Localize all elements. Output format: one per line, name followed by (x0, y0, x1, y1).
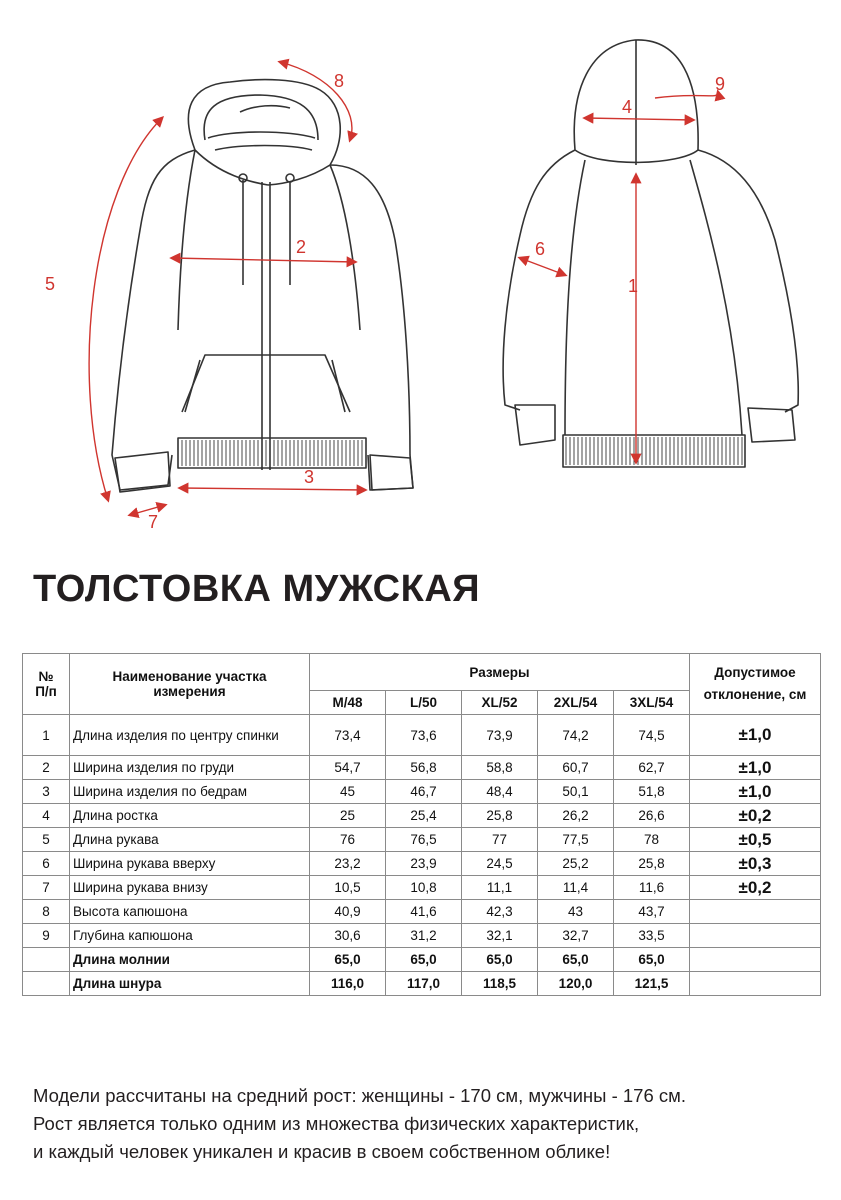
row-value: 25,8 (462, 804, 538, 828)
row-name: Ширина рукава вверху (70, 852, 310, 876)
table-row (23, 780, 821, 804)
row-tolerance (690, 900, 821, 924)
row-value: 58,8 (462, 756, 538, 780)
size-xl: XL/52 (462, 691, 538, 715)
row-value: 77,5 (538, 828, 614, 852)
row-value: 11,1 (462, 876, 538, 900)
row-value: 26,6 (614, 804, 690, 828)
row-value: 33,5 (614, 924, 690, 948)
row-value: 117,0 (386, 972, 462, 996)
row-value: 65,0 (462, 948, 538, 972)
row-value: 56,8 (386, 756, 462, 780)
marker-2: 2 (296, 237, 307, 257)
row-number (23, 948, 70, 972)
row-tolerance (690, 948, 821, 972)
row-number: 5 (23, 828, 70, 852)
row-value: 74,2 (538, 715, 614, 756)
marker-7: 7 (148, 512, 159, 532)
header-tolerance: Допустимое отклонение, см (690, 654, 821, 715)
table-row (23, 756, 821, 780)
row-name: Длина рукава (70, 828, 310, 852)
row-value: 10,5 (310, 876, 386, 900)
row-number: 9 (23, 924, 70, 948)
size-l: L/50 (386, 691, 462, 715)
waistband-ribbing (182, 437, 742, 466)
row-number: 4 (23, 804, 70, 828)
row-value: 10,8 (386, 876, 462, 900)
row-value: 121,5 (614, 972, 690, 996)
row-name: Длина молнии (70, 948, 310, 972)
table-row (23, 924, 821, 948)
measurement-numbers (45, 71, 725, 532)
row-value: 30,6 (310, 924, 386, 948)
row-number: 8 (23, 900, 70, 924)
row-value: 25,4 (386, 804, 462, 828)
row-value: 23,2 (310, 852, 386, 876)
row-value: 65,0 (310, 948, 386, 972)
row-value: 51,8 (614, 780, 690, 804)
table-row (23, 900, 821, 924)
row-tolerance: ±0,3 (690, 852, 821, 876)
marker-6: 6 (535, 239, 546, 259)
row-value: 48,4 (462, 780, 538, 804)
row-value: 42,3 (462, 900, 538, 924)
row-value: 43 (538, 900, 614, 924)
row-value: 26,2 (538, 804, 614, 828)
table-header-row (23, 654, 821, 691)
footer-note (33, 1082, 686, 1166)
row-tolerance (690, 924, 821, 948)
row-value: 73,6 (386, 715, 462, 756)
row-value: 76 (310, 828, 386, 852)
footer-line-3: и каждый человек уникален и красив в своем собственном облике! (33, 1141, 611, 1162)
row-number: 7 (23, 876, 70, 900)
table-row (23, 804, 821, 828)
row-value: 11,6 (614, 876, 690, 900)
page-title: ТОЛСТОВКА МУЖСКАЯ (33, 568, 481, 610)
row-number: 6 (23, 852, 70, 876)
size-2xl: 2XL/54 (538, 691, 614, 715)
row-value: 78 (614, 828, 690, 852)
row-value: 60,7 (538, 756, 614, 780)
row-tolerance: ±0,2 (690, 876, 821, 900)
row-name: Глубина капюшона (70, 924, 310, 948)
header-number: № П/п (23, 654, 70, 715)
row-tolerance (690, 972, 821, 996)
table-body (23, 715, 821, 996)
table-row (23, 876, 821, 900)
marker-3: 3 (304, 467, 315, 487)
row-number: 1 (23, 715, 70, 756)
row-name: Ширина рукава внизу (70, 876, 310, 900)
front-view (112, 80, 413, 492)
row-value: 73,4 (310, 715, 386, 756)
garment-sketch (0, 0, 841, 560)
row-value: 45 (310, 780, 386, 804)
row-value: 32,1 (462, 924, 538, 948)
header-sizes-group: Размеры (310, 654, 690, 691)
row-value: 11,4 (538, 876, 614, 900)
row-name: Высота капюшона (70, 900, 310, 924)
back-view (503, 40, 798, 467)
footer-line-1: Модели рассчитаны на средний рост: женщины - 170 см, мужчины - 176 см. (33, 1085, 686, 1106)
footer-line-2: Рост является только одним из множества физических характеристик, (33, 1113, 640, 1134)
table-row (23, 972, 821, 996)
row-value: 73,9 (462, 715, 538, 756)
marker-4: 4 (622, 97, 633, 117)
row-value: 41,6 (386, 900, 462, 924)
row-value: 65,0 (386, 948, 462, 972)
header-name: Наименование участка измерения (70, 654, 310, 715)
row-value: 120,0 (538, 972, 614, 996)
row-value: 74,5 (614, 715, 690, 756)
row-number: 3 (23, 780, 70, 804)
row-value: 25,2 (538, 852, 614, 876)
size-m: M/48 (310, 691, 386, 715)
marker-5: 5 (45, 274, 56, 294)
row-tolerance: ±1,0 (690, 715, 821, 756)
row-value: 23,9 (386, 852, 462, 876)
row-name: Ширина изделия по бедрам (70, 780, 310, 804)
row-number (23, 972, 70, 996)
table-row (23, 948, 821, 972)
size-3xl: 3XL/54 (614, 691, 690, 715)
row-value: 46,7 (386, 780, 462, 804)
row-value: 54,7 (310, 756, 386, 780)
marker-1: 1 (628, 276, 639, 296)
row-tolerance: ±0,2 (690, 804, 821, 828)
row-value: 76,5 (386, 828, 462, 852)
row-number: 2 (23, 756, 70, 780)
row-tolerance: ±1,0 (690, 756, 821, 780)
row-name: Длина шнура (70, 972, 310, 996)
row-value: 43,7 (614, 900, 690, 924)
row-value: 40,9 (310, 900, 386, 924)
row-value: 25 (310, 804, 386, 828)
row-name: Длина изделия по центру спинки (70, 715, 310, 756)
row-value: 32,7 (538, 924, 614, 948)
row-name: Ширина изделия по груди (70, 756, 310, 780)
marker-8: 8 (334, 71, 345, 91)
marker-9: 9 (715, 74, 726, 94)
row-name: Длина ростка (70, 804, 310, 828)
row-value: 31,2 (386, 924, 462, 948)
table-row (23, 852, 821, 876)
row-tolerance: ±1,0 (690, 780, 821, 804)
row-value: 65,0 (614, 948, 690, 972)
row-tolerance: ±0,5 (690, 828, 821, 852)
row-value: 77 (462, 828, 538, 852)
row-value: 25,8 (614, 852, 690, 876)
row-value: 116,0 (310, 972, 386, 996)
table-row (23, 715, 821, 756)
row-value: 118,5 (462, 972, 538, 996)
table-row (23, 828, 821, 852)
row-value: 65,0 (538, 948, 614, 972)
row-value: 50,1 (538, 780, 614, 804)
measurement-lines (89, 62, 718, 515)
size-table (22, 653, 821, 996)
row-value: 24,5 (462, 852, 538, 876)
row-value: 62,7 (614, 756, 690, 780)
